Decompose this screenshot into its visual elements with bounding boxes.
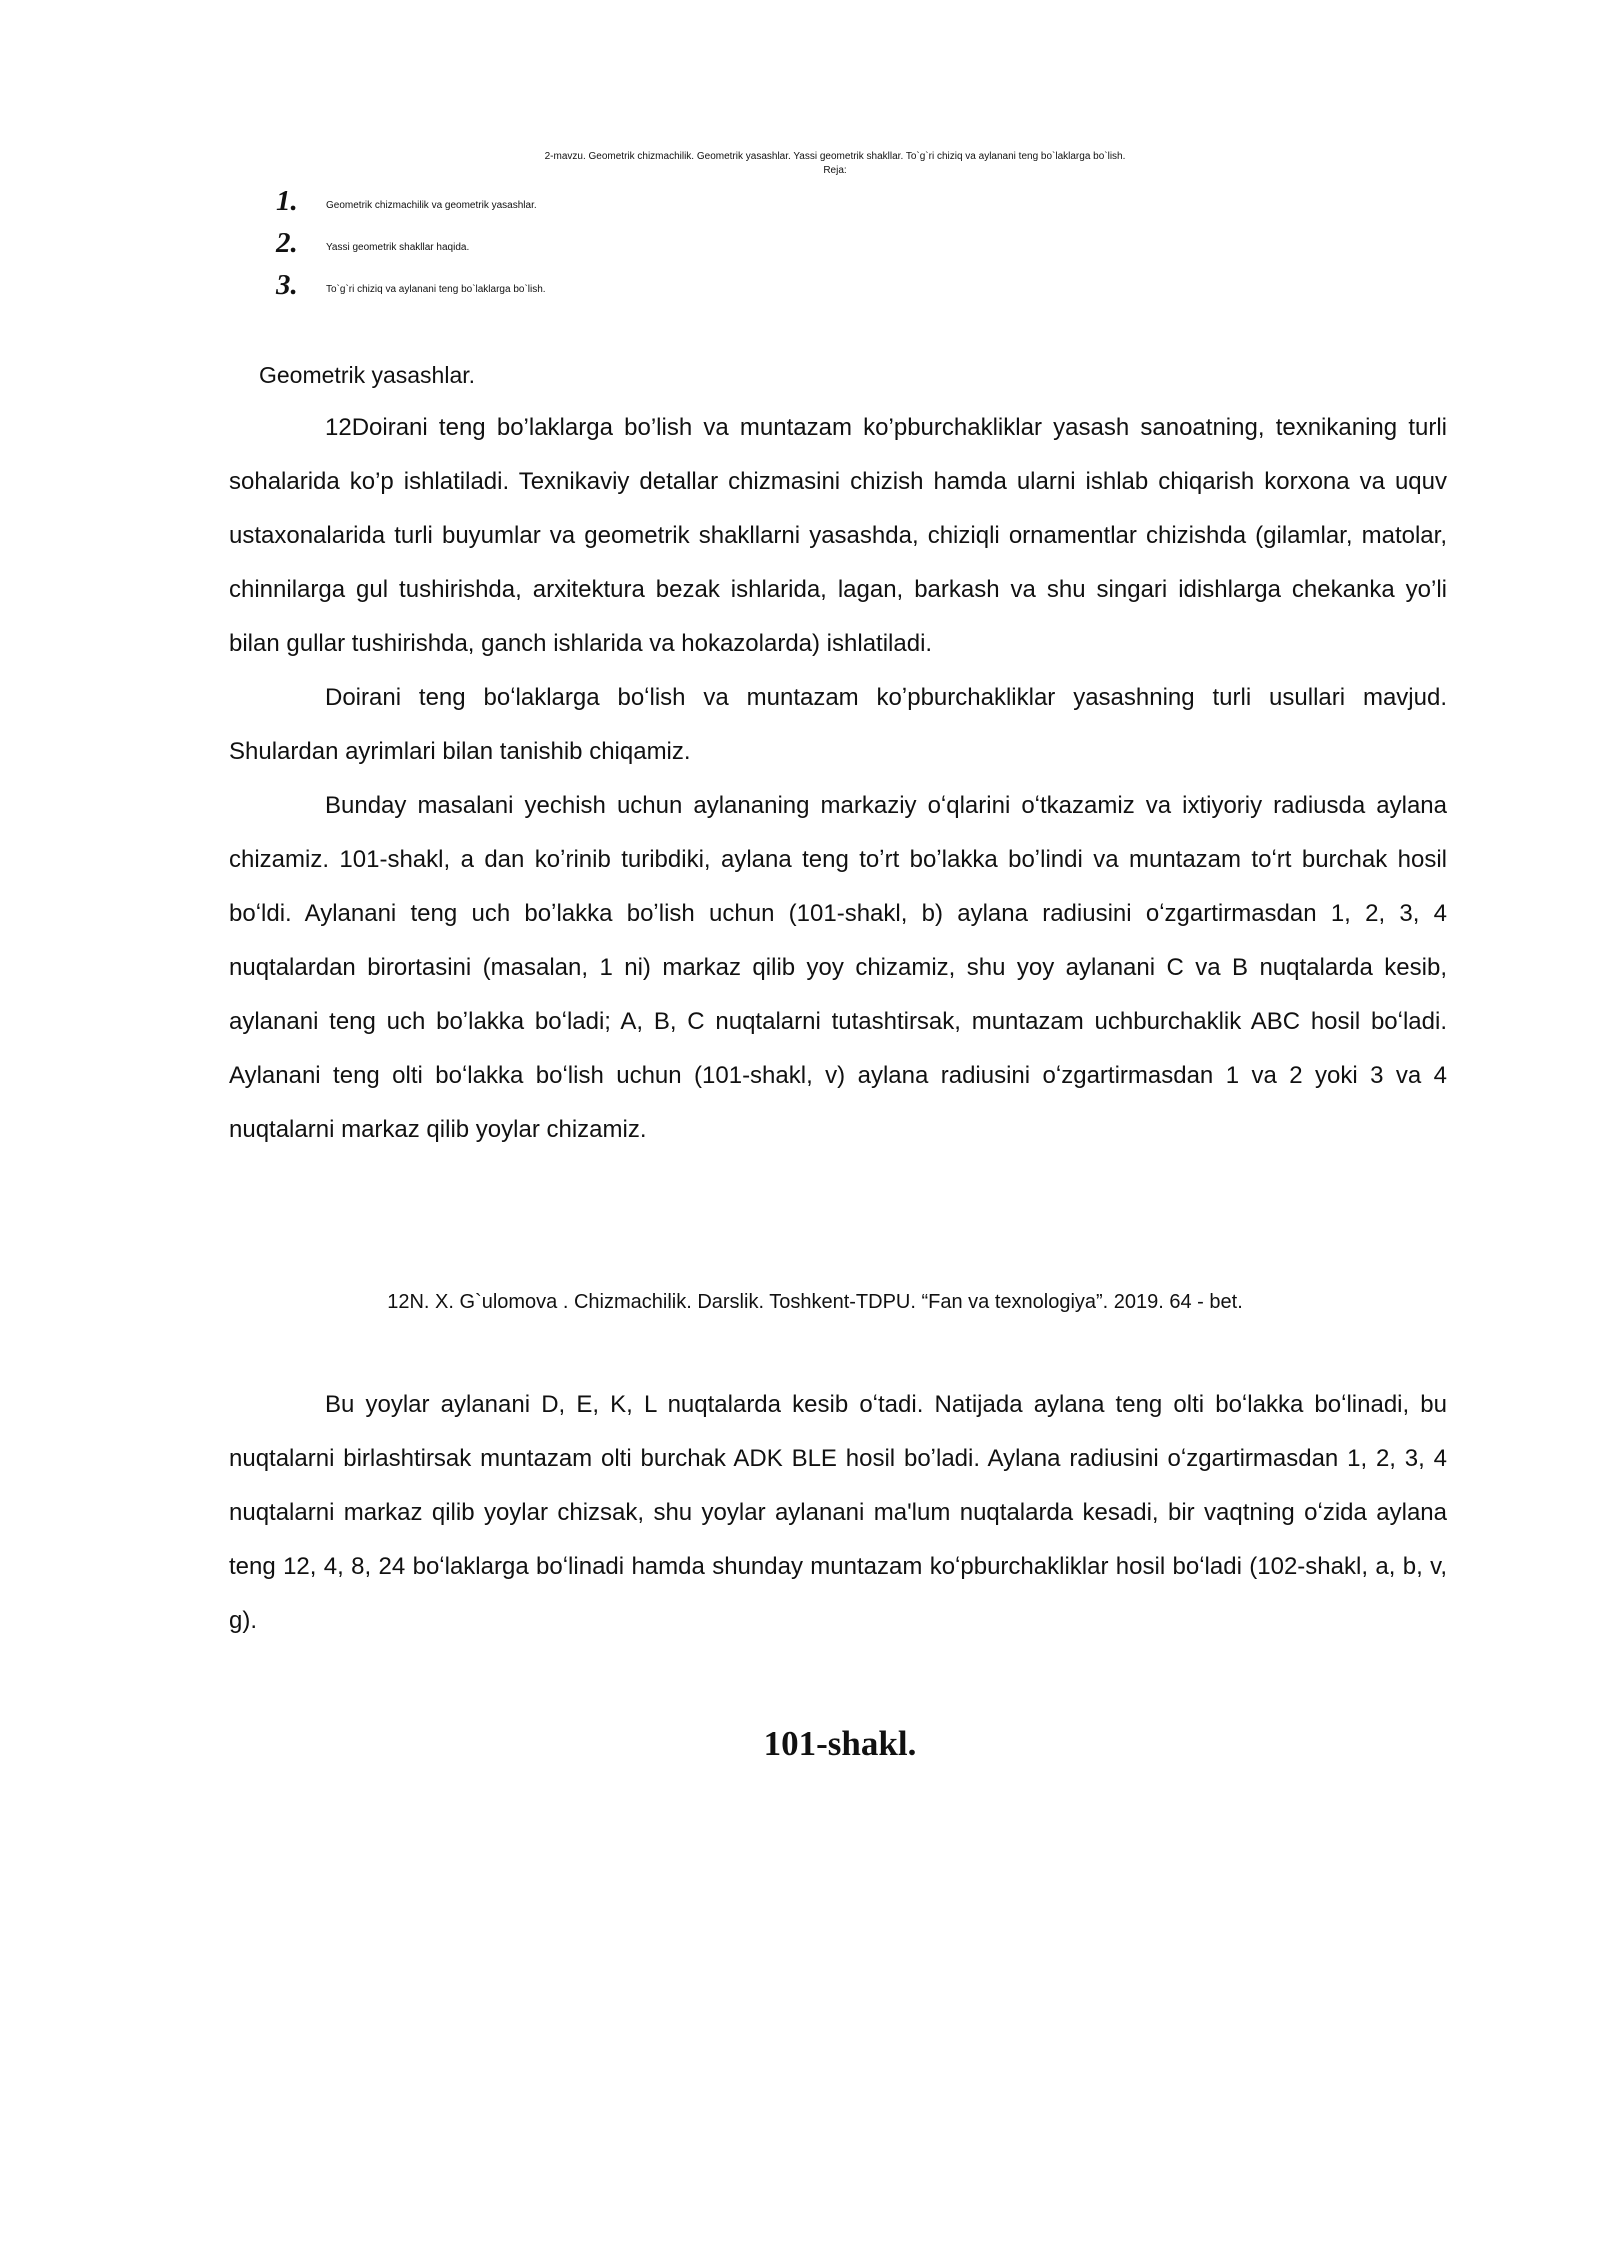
plan-item-number: 1. <box>276 184 298 217</box>
plan-item-number: 3. <box>276 268 298 301</box>
paragraph: Bu yoylar aylanani D, E, K, L nuqtalarda kesib oʻtadi. Natijada aylana teng olti boʻlakka boʻlinadi, bu nuqtalarni birlashtirsak muntazam olti burchak ADK BLE hosil boʼladi. Aylana radiusini oʻzgartirmasdan 1, 2, 3, 4 nuqtalarni markaz qilib yoylar chizsak, shu yoylar aylanani ma'lum nuqtalarda kesadi, bir vaqtning oʻzida aylana teng 12, 4, 8, 24 boʻlaklarga boʻlinadi hamda shunday muntazam koʻpburchakliklar hosil boʻladi (102-shakl, a, b, v, g). <box>229 1391 1447 1634</box>
paragraph: Doirani teng boʻlaklarga boʻlish va muntazam koʼpburchakliklar yasashning turli usullari mavjud. Shulardan ayrimlari bilan tanishib chiqamiz. <box>229 684 1447 765</box>
plan-item-text: To`g`ri chiziq va aylanani teng bo`laklarga bo`lish. <box>326 283 546 295</box>
continued-text <box>229 1378 1447 1648</box>
plan-item-text: Geometrik chizmachilik va geometrik yasashlar. <box>326 199 537 211</box>
plan-list <box>276 180 546 306</box>
footnote: 12N. X. G`ulomova . Chizmachilik. Darslik. Toshkent-TDPU. “Fan va texnologiya”. 2019. 64 - bet. <box>387 1291 1243 1313</box>
plan-label: Reja: <box>823 165 847 176</box>
section-heading: Geometrik yasashlar. <box>259 362 476 388</box>
plan-item <box>276 222 546 264</box>
plan-item <box>276 180 546 222</box>
main-text <box>229 401 1447 1157</box>
figure-caption: 101-shakl. <box>763 1724 917 1763</box>
plan-item <box>276 264 546 306</box>
plan-item-number: 2. <box>276 226 298 259</box>
page-title <box>0 150 1600 178</box>
paragraph: Bunday masalani yechish uchun aylananing markaziy oʻqlarini oʻtkazamiz va ixtiyoriy radiusda aylana chizamiz. 101-shakl, a dan koʼrinib turibdiki, aylana teng toʼrt boʼlakka boʼlindi va muntazam toʻrt burchak hosil boʻldi. Aylanani teng uch boʼlakka boʼlish uchun (101-shakl, b) aylana radiusini oʻzgartirmasdan 1, 2, 3, 4 nuqtalardan birortasini (masalan, 1 ni) markaz qilib yoy chizamiz, shu yoy aylanani C va B nuqtalarda kesib, aylanani teng uch boʼlakka boʻladi; A, B, C nuqtalarni tutashtirsak, muntazam uchburchaklik ABC hosil boʻladi. Aylanani teng olti boʻlakka boʻlish uchun (101-shakl, v) aylana radiusini oʻzgartirmasdan 1 va 2 yoki 3 va 4 nuqtalarni markaz qilib yoylar chizamiz. <box>229 792 1447 1143</box>
paragraph: 12Doirani teng bo’laklarga bo’lish va muntazam ko’pburchakliklar yasash sanoatning, texnikaning turli sohalarida ko’p ishlatiladi. Texnikaviy detallar chizmasini chizish hamda ularni ishlab chiqarish korxona va uquv ustaxonalarida turli buyumlar va geometrik shakllarni yasashda, chiziqli ornamentlar chizishda (gilamlar, matolar, chinnilarga gul tushirishda, arxitektura bezak ishlarida, lagan, barkash va shu singari idishlarga chekanka yo’li bilan gullar tushirishda, ganch ishlarida va hokazolarda) ishlatiladi. <box>229 414 1447 657</box>
topic-title: 2-mavzu. Geometrik chizmachilik. Geometrik yasashlar. Yassi geometrik shakllar. To`g`ri chiziq va aylanani teng bo`laklarga bo`lish. <box>544 151 1126 162</box>
plan-item-text: Yassi geometrik shakllar haqida. <box>326 241 470 253</box>
